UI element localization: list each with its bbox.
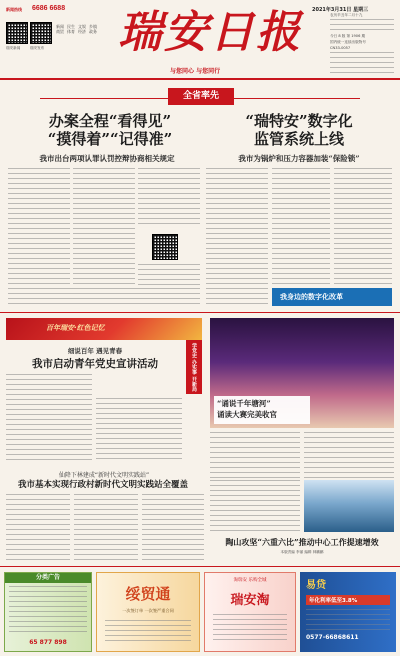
party-vertical-label <box>186 340 202 394</box>
story3-headline: 我市基本实现行政村新时代文明实践站全覆盖 <box>17 480 188 490</box>
story1-headline-1: 办案全程“看得见” <box>48 112 172 130</box>
party-vertical-label-text: 学党史 办实事 开新局 <box>191 342 197 392</box>
party-box <box>6 318 202 468</box>
menu-item[interactable]: 经济 <box>78 29 86 34</box>
ad-ruiantao[interactable] <box>204 572 296 652</box>
masthead-side-link-1[interactable]: 瑞安新闻 <box>6 46 21 50</box>
story4-photo-2 <box>304 480 394 532</box>
masthead-side-link-2[interactable]: 瑞安发布 <box>30 46 45 50</box>
menu-item[interactable]: 文娱 <box>78 24 86 29</box>
party-body-col-2 <box>96 398 182 462</box>
story1-qr-code <box>152 234 178 260</box>
ad-yidai[interactable] <box>300 572 396 652</box>
party-headline: 我市启动青年党史宣讲活动 <box>32 358 158 370</box>
masthead-slogan: 与您同心 与您同行 <box>170 68 221 75</box>
masthead-lunar: 农历辛丑年二月十九 <box>330 13 363 17</box>
story4-headline-1: “诵说千年塘河” <box>217 399 271 408</box>
masthead-hotline: 6686 6688 <box>32 5 66 12</box>
story3-body-col-2 <box>74 494 138 562</box>
story2-body-col-1 <box>206 168 268 286</box>
ad-rule <box>0 566 400 567</box>
ad-suimaotong-slogan: 一次签订单 一次签严重合同 <box>122 608 174 613</box>
story1-body-col-3b <box>138 264 200 286</box>
story3-body-col-1 <box>6 494 70 562</box>
story1-subhead: 我市出台两项认罪认罚控辩协商相关规定 <box>39 154 175 163</box>
party-banner-text: 百年瑞安·红色记忆 <box>46 324 105 332</box>
story3-body-col-3 <box>142 494 204 562</box>
masthead-title: 瑞安日报 <box>118 7 302 58</box>
ad-yidai-rate: 年化利率低至3.8% <box>306 595 390 605</box>
story4-body-col-2 <box>304 432 394 478</box>
ad-ruiantao-sub: 淘瑞安 乐购全城 <box>233 578 267 583</box>
masthead-qr-code <box>6 22 28 44</box>
ad-yidai-body <box>306 609 390 631</box>
story2-body-col-3 <box>334 168 392 286</box>
ad-ruiantao-brand: 瑞安淘 <box>230 593 270 608</box>
story4-body-col-1 <box>210 432 300 478</box>
ad-classified[interactable] <box>4 572 92 652</box>
menu-item[interactable]: 政务 <box>89 29 97 34</box>
story2-body-col-2 <box>272 168 330 286</box>
story4-headline-box <box>214 396 310 424</box>
ad-ruiantao-body <box>213 614 287 642</box>
masthead-publisher-info <box>330 19 394 33</box>
story5-headline-box <box>210 536 394 562</box>
ad-yidai-brand: 易贷 <box>306 580 326 591</box>
masthead-qr-code-2 <box>30 22 52 44</box>
ad-classified-phone: 65 877 898 <box>29 639 67 646</box>
menu-item[interactable]: 民生 <box>67 24 75 29</box>
ad-suimaotong-body <box>105 620 191 644</box>
masthead-issue-1: 今日 8 版 第 1906 期 <box>330 34 366 38</box>
story3-kicker: 仙降下林建成“新时代文明实践站” <box>58 472 150 479</box>
masthead-issue-3: CN33-0057 <box>330 46 351 50</box>
menu-item[interactable]: 体育 <box>67 29 75 34</box>
story5-headline: 陶山攻坚“六重六比”推动中心工作提速增效 <box>225 537 379 547</box>
story1-body-col-4 <box>8 288 200 308</box>
story2-headline-1: “瑞特安”数字化 <box>245 112 353 130</box>
ad-suimaotong-brand: 绥贸通 <box>125 585 171 603</box>
masthead-menu <box>56 24 102 34</box>
story1-body-col-2 <box>73 168 135 286</box>
story2-feature-caption: 我身边的数字化改革 <box>280 293 343 301</box>
section-rule <box>0 312 400 313</box>
masthead-hotline-label: 新闻热线 <box>6 7 22 12</box>
story2-feature-box <box>272 288 392 306</box>
section-banner <box>168 88 234 105</box>
masthead-date: 2021年3月31日 星期三 <box>312 7 369 13</box>
menu-item[interactable]: 商贸 <box>56 29 64 34</box>
menu-item[interactable]: 新闻 <box>56 24 64 29</box>
story2-subhead: 我市为锅炉和压力容器加装“保险锁” <box>238 154 360 163</box>
story2-headline-2: 监管系统上线 <box>253 130 344 148</box>
story2-body-col-4 <box>206 288 268 308</box>
menu-item[interactable]: 乡镇 <box>89 24 97 29</box>
section-banner-text: 全省率先 <box>182 91 219 101</box>
story1-body-col-1 <box>8 168 70 286</box>
ad-classified-body <box>9 586 87 636</box>
party-body-col-1 <box>6 374 92 462</box>
story4-body-col-3 <box>210 480 300 532</box>
masthead-publisher-info-2 <box>330 52 394 74</box>
ad-suimaotong[interactable] <box>96 572 200 652</box>
masthead-rule <box>0 78 400 80</box>
story1-body-col-3 <box>138 168 200 224</box>
story4-headline-2: 诵读大赛完美收官 <box>217 410 277 419</box>
story5-byline: 本版责编 李丽 编辑 林鹏鹏 <box>280 550 324 554</box>
ad-yidai-phone: 0577-66868611 <box>306 634 359 641</box>
story1-headline-2: “摸得着”“记得准” <box>47 130 173 148</box>
party-kicker: 细说百年 遇见青春 <box>67 347 123 355</box>
ad-classified-title: 分类广告 <box>5 573 91 583</box>
masthead-issue-2: 国内统一连续出版物号 <box>330 40 366 44</box>
